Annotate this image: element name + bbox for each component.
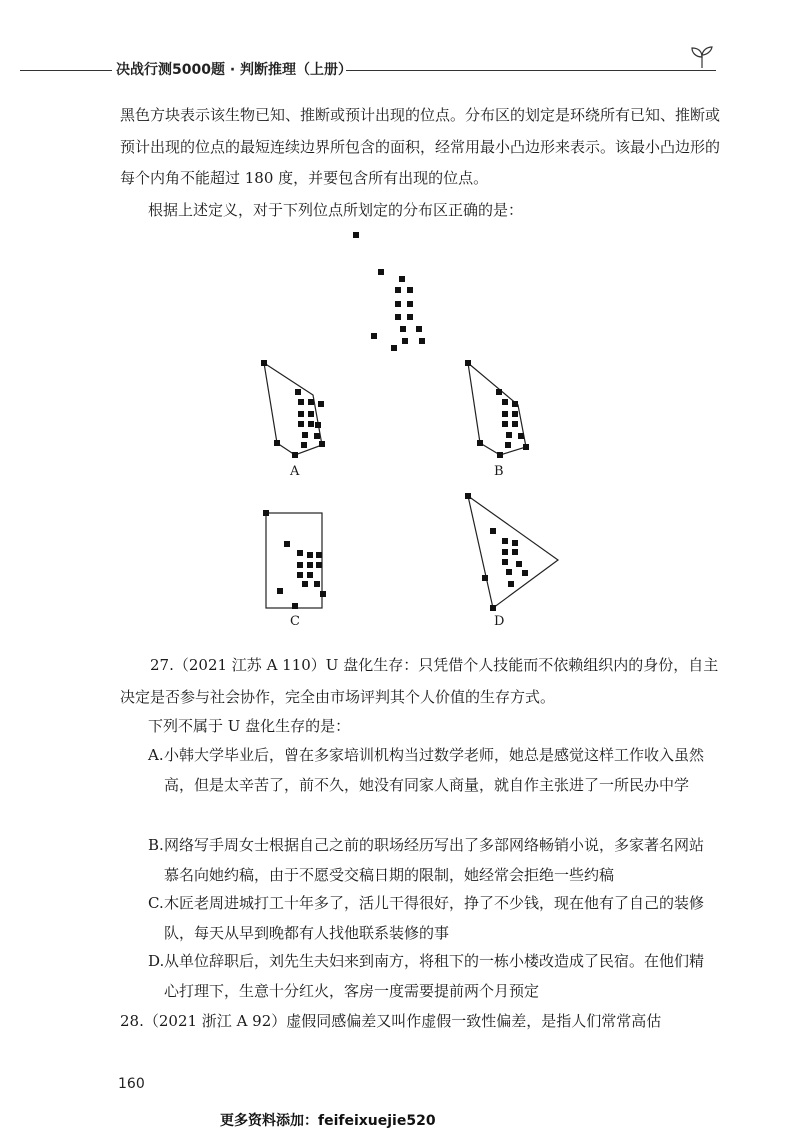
option-c-diagram	[263, 510, 326, 609]
option-text: 网络写手周女士根据自己之前的职场经历写出了多部网络畅销小说，多家著名网站慕名向她约稿，由于不愿受交稿日期的限制，她经常会拒绝一些约稿	[164, 836, 705, 884]
option-text: 木匠老周进城打工十年多了，活儿干得很好，挣了不少钱，现在他有了自己的装修队，每天从早到晚都有人找他联系装修的事	[164, 894, 705, 942]
option-text: 小韩大学毕业后，曾在多家培训机构当过数学老师，她总是感觉这样工作收入虽然高，但是太辛苦了，前不久，她没有同家人商量，就自作主张进了一所民办中学	[164, 746, 705, 794]
question-27-source: 27.（2021 江苏 A 110）	[150, 656, 326, 674]
option-d-label: D	[494, 614, 505, 629]
option-b-diagram	[465, 360, 529, 458]
option-c	[148, 888, 713, 948]
question-28-stem: 28.（2021 浙江 A 92）虚假同感偏差又叫作虚假一致性偏差，是指人们常常高估	[120, 1012, 662, 1030]
question-26-prompt: 根据上述定义，对于下列位点所划定的分布区正确的是：	[148, 201, 524, 219]
footer-note: 更多资料添加：feifeixuejie520	[220, 1113, 436, 1129]
header-rule-right	[346, 70, 716, 71]
question-27-prompt: 下列不属于 U 盘化生存的是：	[148, 717, 351, 735]
option-a	[148, 740, 713, 800]
option-d-diagram	[465, 493, 558, 611]
option-letter: A.	[148, 746, 164, 764]
option-b-label: B	[494, 464, 504, 479]
option-a-label: A	[290, 464, 300, 479]
definition-paragraph: 黑色方块表示该生物已知、推断或预计出现的位点。分布区的划定是环绕所有已知、推断或预计出现的位点的最短连续边界所包含的面积，经常用最小凸边形来表示。该最小凸边形的每个内角不能超过 180 度，并要包含所有出现的位点。	[120, 106, 721, 187]
header-rule-left	[20, 70, 112, 71]
option-text: 从单位辞职后，刘先生夫妇来到南方，将租下的一栋小楼改造成了民宿。在他们精心打理下，生意十分红火，客房一度需要提前两个月预定	[164, 952, 705, 1000]
reference-points	[353, 232, 425, 351]
option-letter: B.	[148, 836, 164, 854]
option-d	[148, 946, 713, 1006]
page-header	[0, 38, 800, 78]
question-27-definition: U 盘化生存：只凭借个人技能而不依赖组织内的身份，自主决定是否参与社会协作，完全由市场评判其个人价值的生存方式。	[120, 656, 719, 706]
distribution-figure	[240, 225, 580, 630]
option-letter: C.	[148, 894, 164, 912]
question-27-stem	[120, 650, 720, 713]
page-number: 160	[118, 1076, 145, 1092]
option-a-diagram	[261, 360, 325, 458]
option-b	[148, 830, 713, 890]
option-letter: D.	[148, 952, 165, 970]
book-title: 决战行测5000题 · 判断推理（上册）	[116, 62, 353, 78]
sprout-icon	[688, 42, 716, 70]
option-c-label: C	[290, 614, 300, 629]
